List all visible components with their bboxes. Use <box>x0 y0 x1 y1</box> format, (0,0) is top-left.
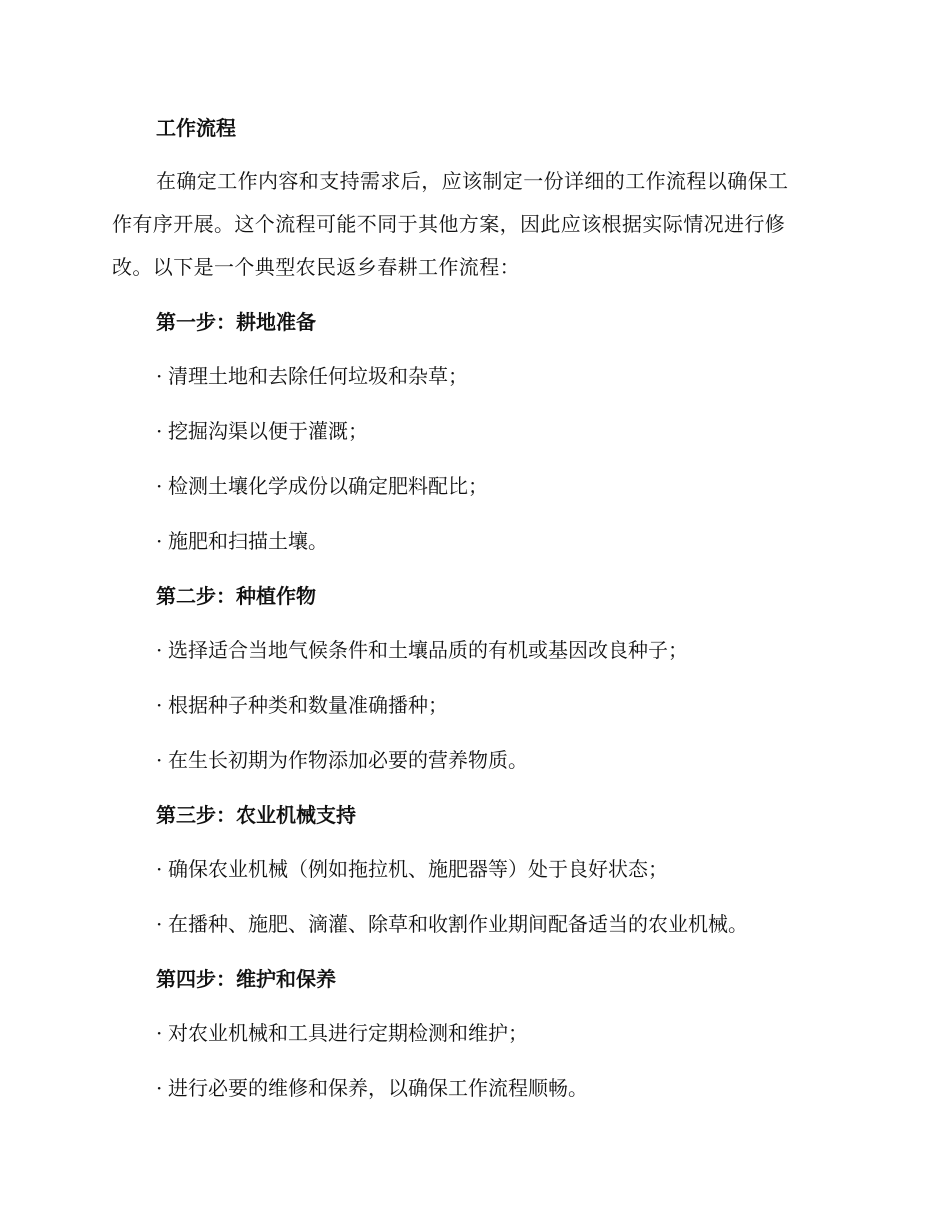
bullet-dot: · <box>156 1021 163 1045</box>
step-heading-3: 第三步：农业机械支持 <box>156 803 356 827</box>
step-heading-1: 第一步：耕地准备 <box>156 310 316 334</box>
list-item-text: 检测土壤化学成份以确定肥料配比； <box>168 474 488 498</box>
bullet-dot: · <box>156 364 163 388</box>
list-item <box>156 1073 588 1103</box>
intro-line: 在确定工作内容和支持需求后，应该制定一份详细的工作流程以确保工 <box>156 169 789 193</box>
list-item-text: 进行必要的维修和保养，以确保工作流程顺畅。 <box>168 1076 588 1100</box>
bullet-dot: · <box>156 474 163 498</box>
step-heading-4: 第四步：维护和保养 <box>156 967 336 991</box>
intro-paragraph <box>112 160 832 289</box>
list-item-text: 在播种、施肥、滴灌、除草和收割作业期间配备适当的农业机械。 <box>168 912 748 936</box>
list-item <box>156 909 748 939</box>
bullet-dot: · <box>156 748 163 772</box>
list-item-text: 确保农业机械（例如拖拉机、施肥器等）处于良好状态； <box>168 857 668 881</box>
list-item-text: 清理土地和去除任何垃圾和杂草； <box>168 364 468 388</box>
step-heading-2: 第二步：种植作物 <box>156 584 316 608</box>
list-item <box>156 635 688 665</box>
list-item <box>156 854 668 884</box>
intro-line: 改。以下是一个典型农民返乡春耕工作流程： <box>112 255 520 279</box>
list-item <box>156 526 328 556</box>
bullet-dot: · <box>156 419 163 443</box>
list-item <box>156 745 528 775</box>
bullet-dot: · <box>156 912 163 936</box>
list-item-text: 施肥和扫描土壤。 <box>168 529 328 553</box>
list-item-text: 选择适合当地气候条件和土壤品质的有机或基因改良种子； <box>168 638 688 662</box>
list-item <box>156 1018 528 1048</box>
list-item <box>156 690 448 720</box>
bullet-dot: · <box>156 1076 163 1100</box>
intro-line: 作有序开展。这个流程可能不同于其他方案，因此应该根据实际情况进行修 <box>112 212 786 236</box>
section-title: 工作流程 <box>156 116 236 140</box>
list-item-text: 挖掘沟渠以便于灌溉； <box>168 419 368 443</box>
list-item-text: 在生长初期为作物添加必要的营养物质。 <box>168 748 528 772</box>
list-item-text: 根据种子种类和数量准确播种； <box>168 693 448 717</box>
list-item <box>156 471 488 501</box>
bullet-dot: · <box>156 693 163 717</box>
list-item-text: 对农业机械和工具进行定期检测和维护； <box>168 1021 528 1045</box>
bullet-dot: · <box>156 529 163 553</box>
bullet-dot: · <box>156 638 163 662</box>
list-item <box>156 416 368 446</box>
list-item <box>156 361 468 391</box>
bullet-dot: · <box>156 857 163 881</box>
